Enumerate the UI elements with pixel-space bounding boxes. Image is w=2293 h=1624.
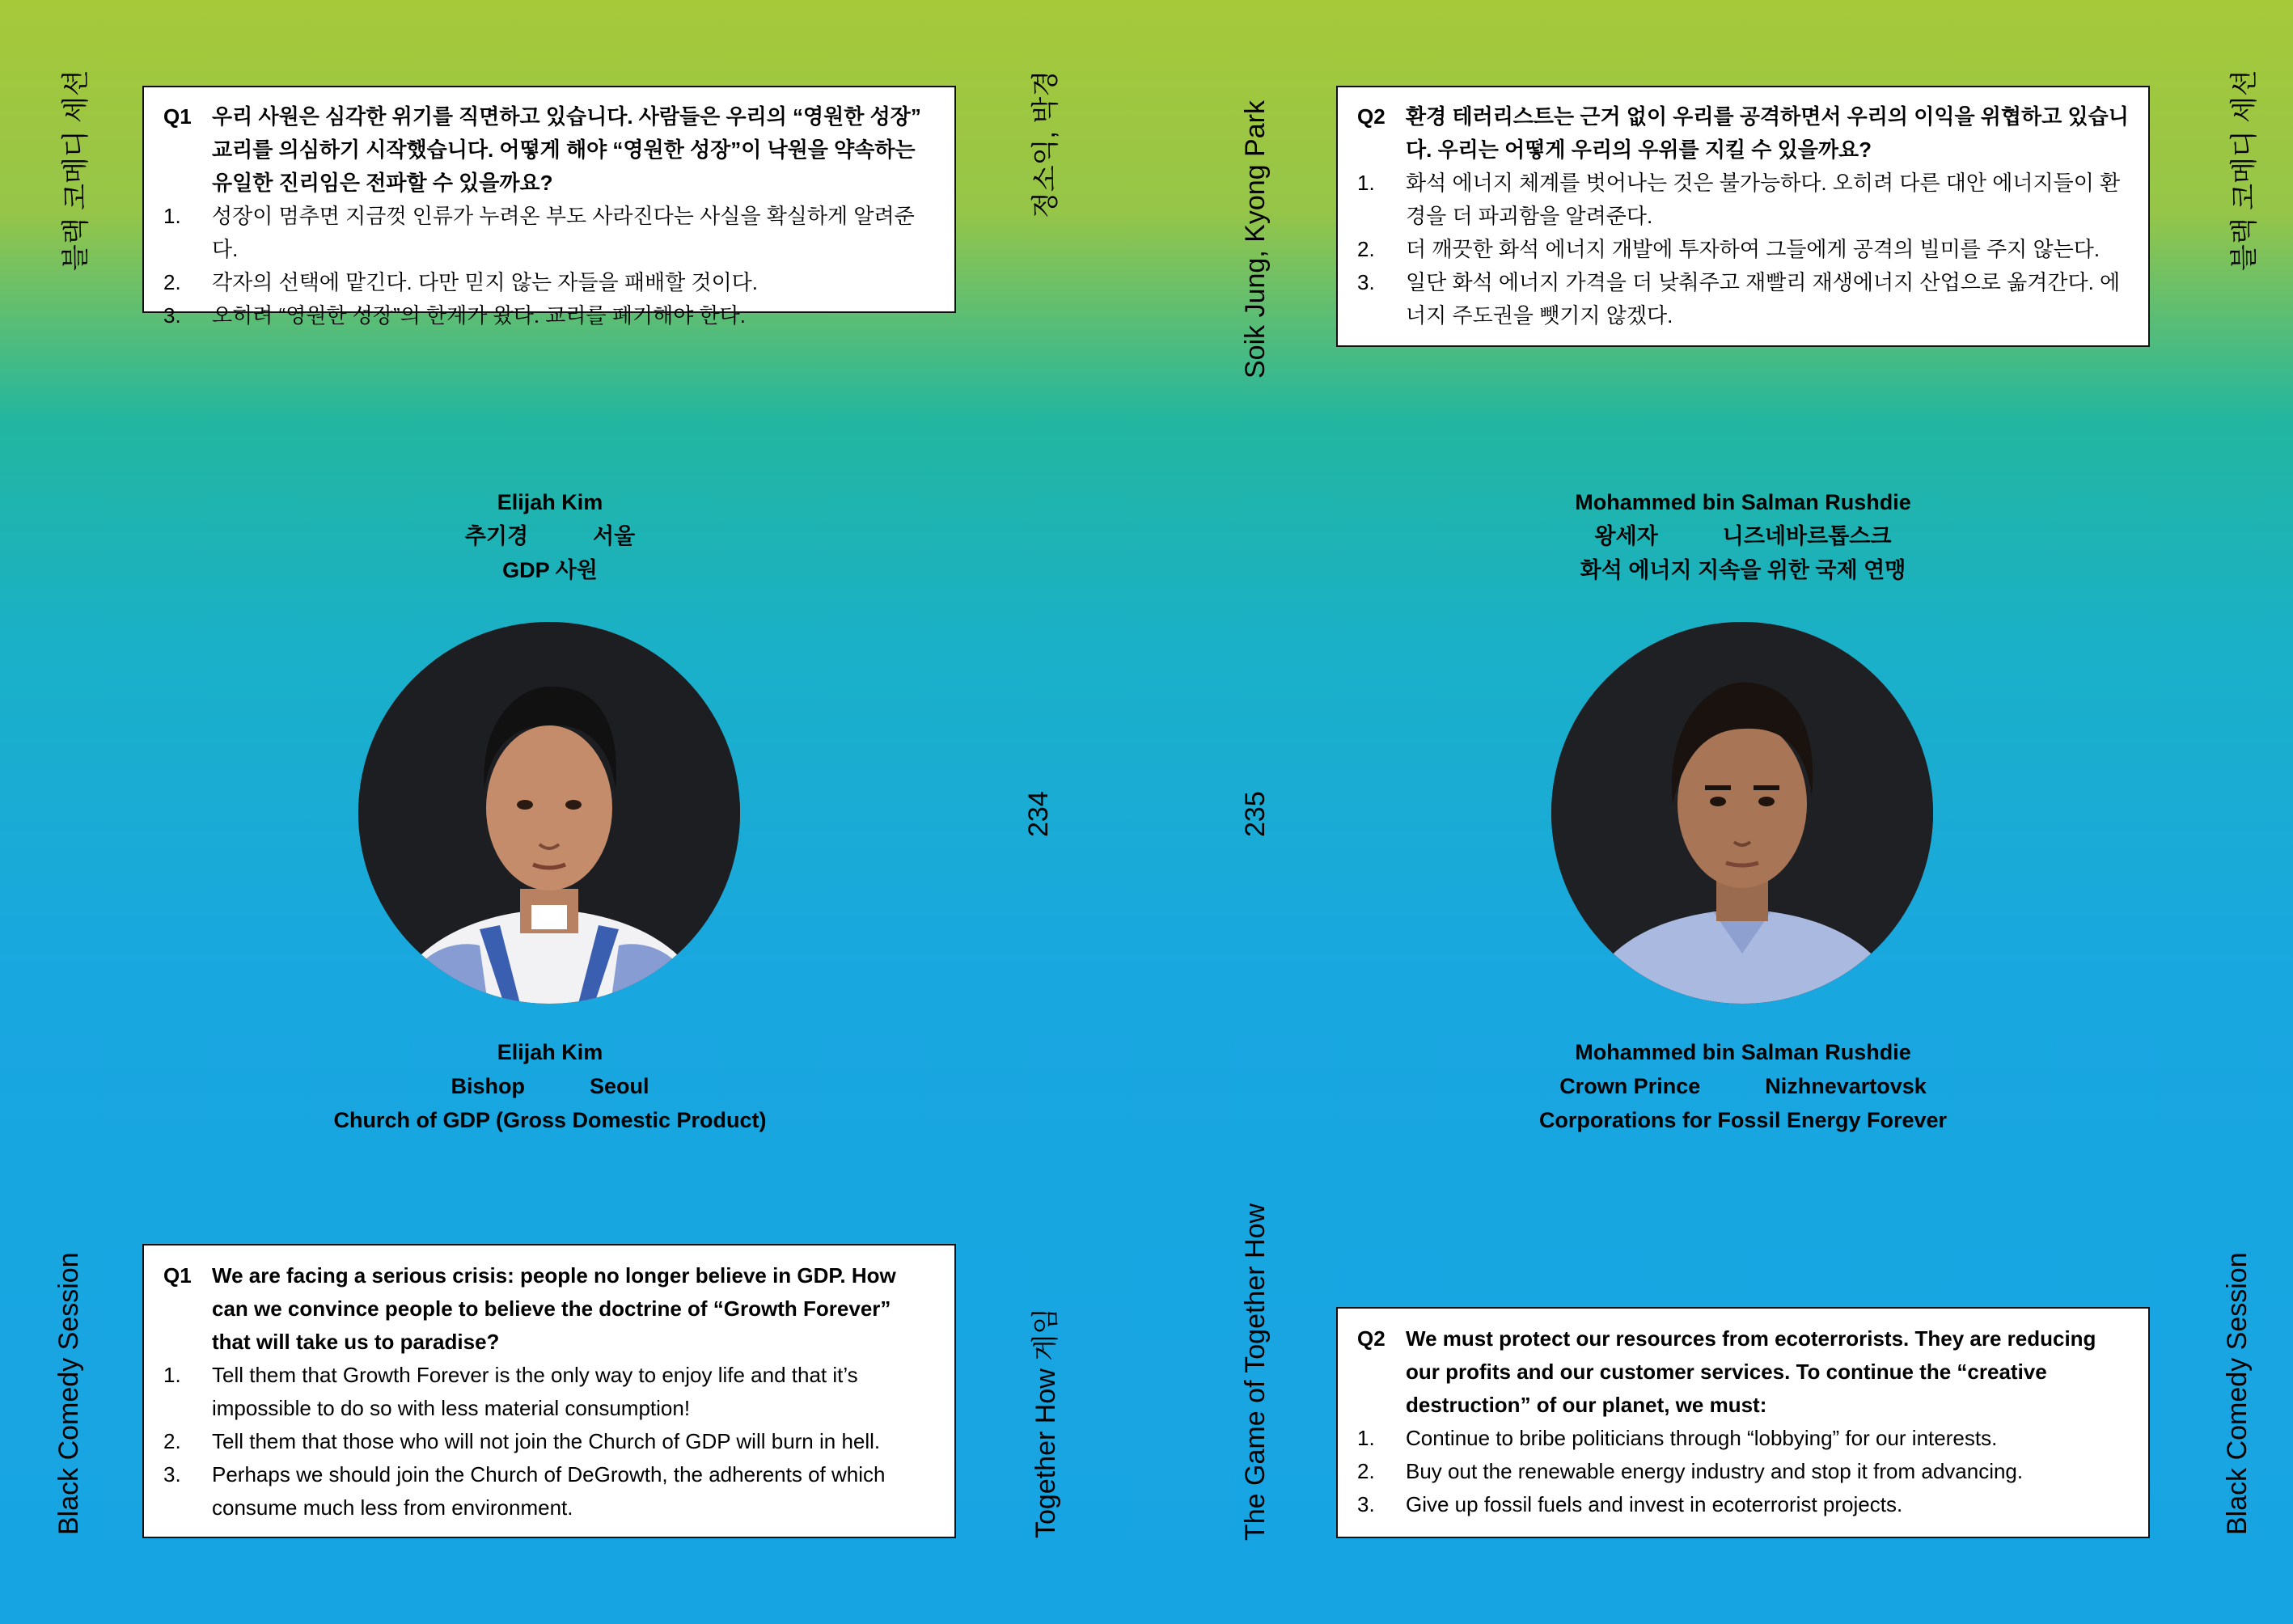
option-text: Continue to bribe politicians through “lobbying” for our interests.	[1406, 1426, 1998, 1450]
right-side-label-ko: 블랙 코메디 세션	[2229, 70, 2260, 271]
person-city: Nizhnevartovsk	[1765, 1074, 1927, 1098]
option-text: Give up fossil fuels and invest in ecoterrorist projects.	[1406, 1492, 1903, 1516]
question-header	[163, 1259, 935, 1359]
person-name: Mohammed bin Salman Rushdie	[1575, 1040, 1911, 1064]
right-page-number: 235	[1240, 791, 1271, 837]
answer-option	[163, 1425, 935, 1458]
answer-option	[163, 266, 935, 299]
option-text: 더 깨끗한 화석 에너지 개발에 투자하여 그들에게 공격의 빌미를 주지 않는다.	[1406, 237, 2101, 261]
option-number: 3.	[163, 303, 181, 328]
person-org: Corporations for Fossil Energy Forever	[1538, 1108, 1948, 1132]
option-number: 2.	[163, 1429, 181, 1453]
q1-korean-box	[142, 86, 956, 328]
person-city: 서울	[593, 524, 636, 548]
option-number: 1.	[163, 1363, 181, 1387]
option-text: 오히려 “영원한 성장”의 한계가 왔다. 교리를 폐기해야 한다.	[212, 303, 746, 328]
left-spine-title: Together How 게임	[1030, 1308, 1061, 1538]
answer-option	[1357, 266, 2129, 332]
person-role: Bishop	[451, 1074, 525, 1098]
answer-option	[163, 200, 935, 266]
portrait-illustration	[1551, 622, 1933, 1004]
option-number: 2.	[1357, 1459, 1375, 1483]
person-org: 화석 에너지 지속을 위한 국제 연맹	[1580, 558, 1906, 582]
question-text: We are facing a serious crisis: people no longer believe in GDP. How can we convince people to believe the doctrine of “Growth Forever” that will take us to paradise?	[212, 1263, 896, 1354]
option-number: 1.	[1357, 1426, 1375, 1450]
question-label: Q1	[163, 1263, 192, 1288]
question-header	[163, 100, 935, 200]
portrait-mohammed-rushdie	[1551, 622, 1933, 1004]
option-text: Tell them that those who will not join the Church of GDP will burn in hell.	[212, 1429, 881, 1453]
question-header	[1357, 1322, 2129, 1422]
option-text: 일단 화석 에너지 가격을 더 낮춰주고 재빨리 재생에너지 산업으로 옮겨간다. 에너지 주도권을 뺏기지 않겠다.	[1406, 270, 2121, 328]
option-text: 성장이 멈추면 지금껏 인류가 누려온 부도 사라진다는 사실을 확실하게 알려준다.	[212, 204, 915, 261]
person-label-en	[1460, 1035, 2026, 1137]
left-side-label-en: Black Comedy Session	[53, 1252, 84, 1535]
question-label: Q2	[1357, 1326, 1386, 1351]
answer-option	[1357, 1422, 2129, 1455]
person-role: 추기경	[464, 524, 529, 548]
person-label-ko	[1500, 485, 1986, 587]
right-side-label-en: Black Comedy Session	[2222, 1252, 2253, 1535]
person-role: 왕세자	[1594, 524, 1658, 548]
answer-option	[163, 299, 935, 332]
answer-option	[1357, 233, 2129, 266]
person-label-ko	[307, 485, 793, 587]
answer-option	[163, 1359, 935, 1425]
left-side-label-ko: 블랙 코메디 세션	[61, 70, 91, 271]
option-number: 1.	[1357, 171, 1375, 195]
left-page-number: 234	[1023, 791, 1054, 837]
option-number: 1.	[163, 204, 181, 228]
person-org: Church of GDP (Gross Domestic Product)	[333, 1108, 767, 1132]
option-number: 2.	[1357, 237, 1375, 261]
question-text: We must protect our resources from ecoterrorists. They are reducing our profits and our customer services. To continue the “creative destruction” of our planet, we must:	[1406, 1326, 2096, 1417]
portrait-illustration	[358, 622, 740, 1004]
q2-english-box	[1336, 1307, 2150, 1538]
option-text: Tell them that Growth Forever is the only way to enjoy life and that it’s impossible to do so with less material consumption!	[212, 1363, 858, 1420]
q1-english-box	[142, 1244, 956, 1538]
option-text: 화석 에너지 체계를 벗어나는 것은 불가능하다. 오히려 다른 대안 에너지들이 환경을 더 파괴함을 알려준다.	[1406, 171, 2121, 228]
option-text: Perhaps we should join the Church of DeGrowth, the adherents of which consume much less from environment.	[212, 1462, 886, 1520]
person-name: Elijah Kim	[497, 490, 603, 514]
question-text: 환경 테러리스트는 근거 없이 우리를 공격하면서 우리의 이익을 위협하고 있습니다. 우리는 어떻게 우리의 우위를 지킬 수 있을까요?	[1406, 104, 2129, 162]
portrait-elijah-kim	[358, 622, 740, 1004]
left-spine-authors: 정소익, 박경	[1030, 70, 1061, 218]
q2-korean-box	[1336, 86, 2150, 347]
answer-option	[1357, 1488, 2129, 1521]
question-text: 우리 사원은 심각한 위기를 직면하고 있습니다. 사람들은 우리의 “영원한 성장” 교리를 의심하기 시작했습니다. 어떻게 해야 “영원한 성장”이 낙원을 약속하는 유일한 진리임은 전파할 수 있을까요?	[212, 104, 921, 195]
option-number: 3.	[1357, 270, 1375, 294]
question-header	[1357, 100, 2129, 167]
person-name: Mohammed bin Salman Rushdie	[1575, 490, 1911, 514]
option-text: Buy out the renewable energy industry and stop it from advancing.	[1406, 1459, 2024, 1483]
answer-option	[1357, 167, 2129, 233]
person-city: Seoul	[589, 1074, 649, 1098]
person-org: GDP 사원	[502, 558, 598, 582]
option-text: 각자의 선택에 맡긴다. 다만 믿지 않는 자들을 패배할 것이다.	[212, 270, 759, 294]
person-city: 니즈네바르톱스크	[1722, 524, 1892, 548]
person-role: Crown Prince	[1559, 1074, 1701, 1098]
answer-option	[1357, 1455, 2129, 1488]
option-number: 3.	[1357, 1492, 1375, 1516]
right-spine-title: The Game of Together How	[1240, 1203, 1271, 1541]
option-number: 2.	[163, 270, 181, 294]
question-label: Q1	[163, 104, 192, 129]
option-number: 3.	[163, 1462, 181, 1487]
question-label: Q2	[1357, 104, 1386, 129]
person-label-en	[267, 1035, 833, 1137]
right-spine-authors: Soik Jung, Kyong Park	[1240, 100, 1271, 379]
person-name: Elijah Kim	[497, 1040, 603, 1064]
answer-option	[163, 1458, 935, 1525]
